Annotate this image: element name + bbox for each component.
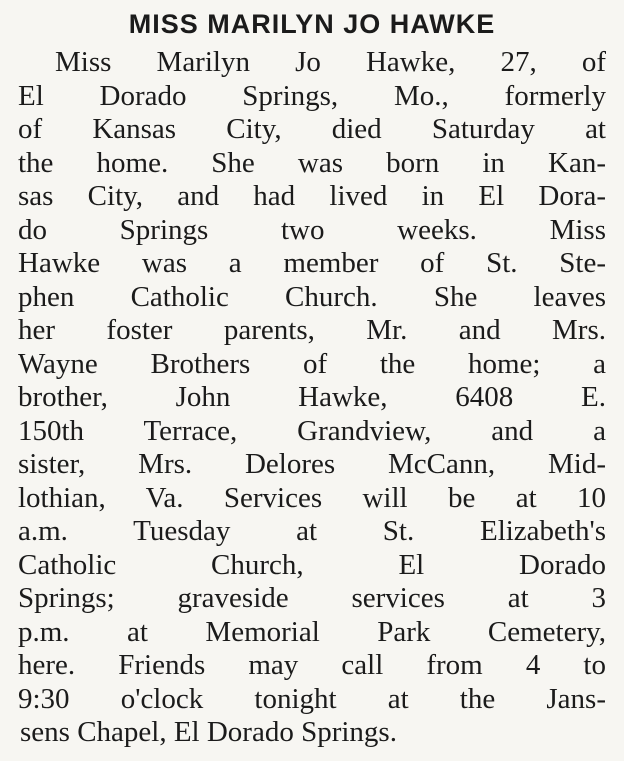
body-line: sens Chapel, El Dorado Springs. — [20, 716, 397, 748]
body-line: sister, Mrs. Delores McCann, Mid- — [18, 448, 606, 480]
body-line: a.m. Tuesday at St. Elizabeth's — [18, 515, 606, 547]
obituary-body — [18, 46, 606, 750]
body-line: Hawke was a member of St. Ste- — [18, 247, 606, 279]
body-line: brother, John Hawke, 6408 E. — [18, 381, 606, 413]
body-line: lothian, Va. Services will be at 10 — [18, 481, 606, 514]
body-line: Springs; graveside services at 3 — [18, 582, 606, 614]
body-line: do Springs two weeks. Miss — [18, 213, 606, 246]
body-line: the home. She was born in Kan- — [18, 146, 606, 179]
body-line: 150th Terrace, Grandview, and a — [18, 414, 606, 447]
body-line: El Dorado Springs, Mo., formerly — [18, 79, 606, 112]
body-line: Wayne Brothers of the home; a — [18, 347, 606, 380]
obituary-headline: MISS MARILYN JO HAWKE — [128, 9, 496, 39]
body-line: sas City, and had lived in El Dora- — [18, 180, 606, 212]
body-line: phen Catholic Church. She leaves — [18, 280, 606, 313]
body-line: of Kansas City, died Saturday at — [18, 113, 606, 145]
body-line: her foster parents, Mr. and Mrs. — [18, 314, 606, 346]
body-line: here. Friends may call from 4 to — [18, 649, 606, 681]
body-line: p.m. at Memorial Park Cemetery, — [18, 615, 606, 648]
body-line: Catholic Church, El Dorado — [18, 548, 606, 581]
body-line: 9:30 o'clock tonight at the Jans- — [18, 682, 606, 715]
body-line: Miss Marilyn Jo Hawke, 27, of — [55, 46, 606, 78]
